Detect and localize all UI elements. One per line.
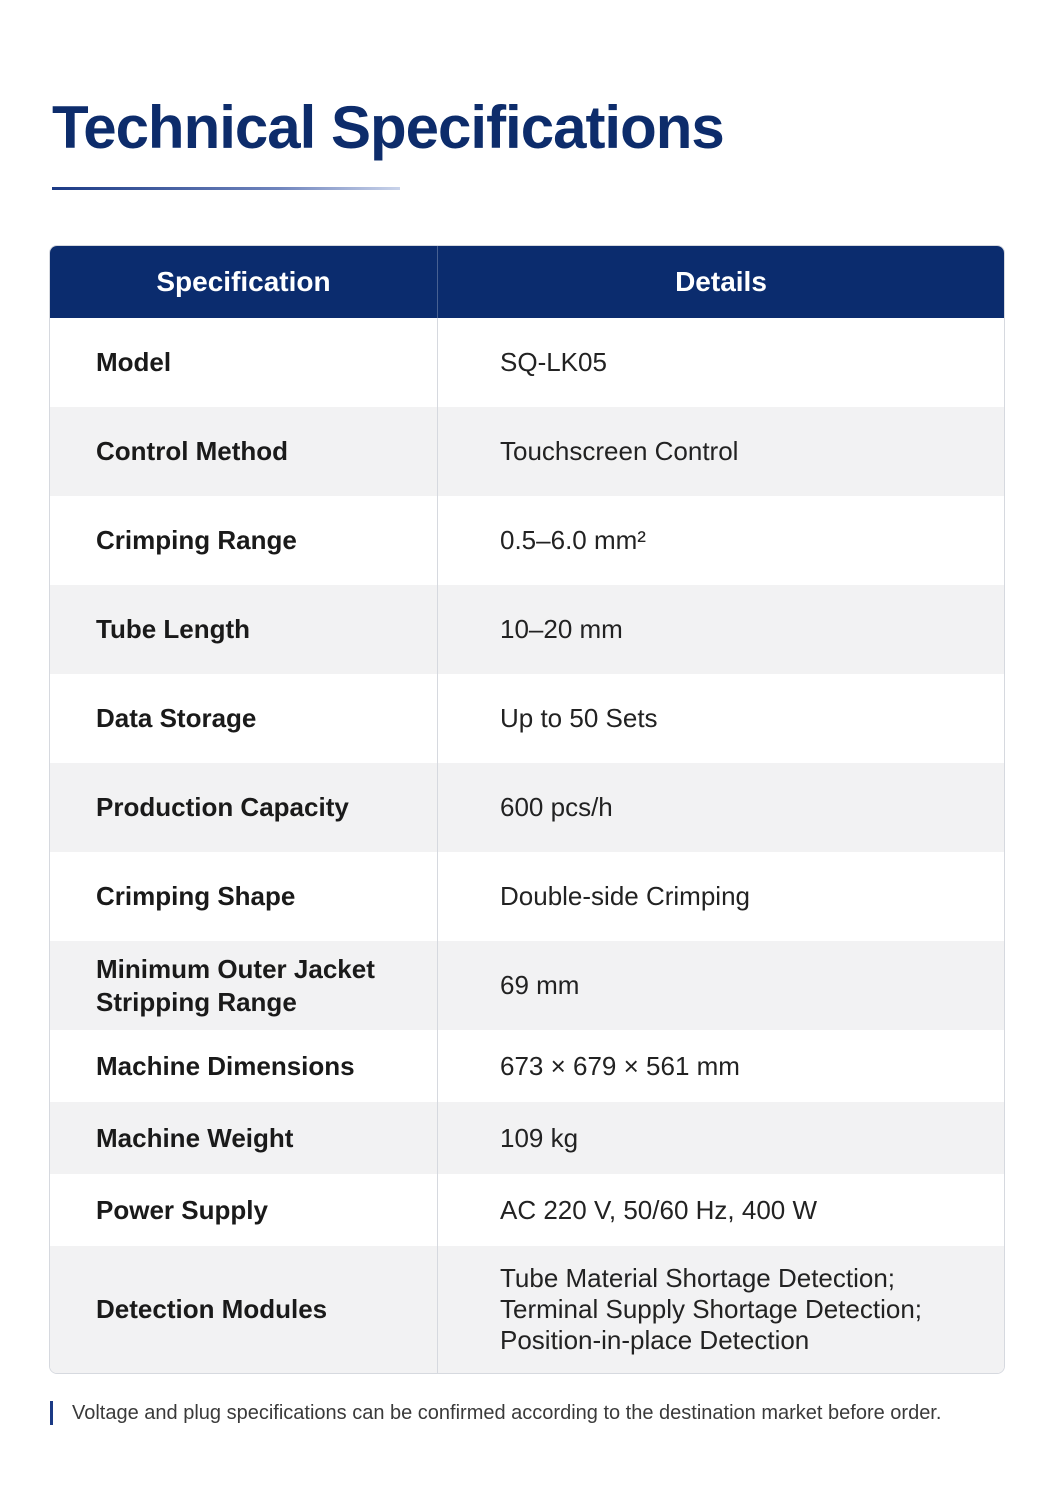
spec-label: Tube Length xyxy=(50,585,438,674)
table-row xyxy=(50,1174,1004,1246)
spec-value: Double-side Crimping xyxy=(500,881,750,911)
table-row xyxy=(50,585,1004,674)
column-header-specification: Specification xyxy=(50,246,438,318)
spec-value-line: Position-in-place Detection xyxy=(500,1325,810,1355)
spec-label-line: Minimum Outer Jacket xyxy=(96,953,375,984)
spec-table xyxy=(49,245,1005,1374)
spec-value: SQ-LK05 xyxy=(500,347,607,377)
table-row xyxy=(50,941,1004,1030)
footnote-text: Voltage and plug specifications can be confirmed according to the destination market before order. xyxy=(72,1402,942,1424)
title-underline xyxy=(52,187,400,190)
table-row xyxy=(50,318,1004,407)
footnote-accent-bar xyxy=(50,1401,53,1425)
spec-value-line: Terminal Supply Shortage Detection; xyxy=(500,1294,923,1324)
spec-label: Production Capacity xyxy=(50,763,438,852)
table-row xyxy=(50,1030,1004,1102)
spec-label: Model xyxy=(50,318,438,407)
spec-value xyxy=(438,1246,1004,1373)
table-row xyxy=(50,496,1004,585)
spec-value: Up to 50 Sets xyxy=(500,703,658,733)
spec-value: AC 220 V, 50/60 Hz, 400 W xyxy=(500,1194,818,1225)
table-row xyxy=(50,1102,1004,1174)
spec-label: Crimping Range xyxy=(50,496,438,585)
spec-value-line: Tube Material Shortage Detection; xyxy=(500,1263,896,1293)
spec-value: 0.5–6.0 mm² xyxy=(500,525,646,555)
spec-label: Machine Dimensions xyxy=(50,1030,438,1102)
page-title: Technical Specifications xyxy=(52,94,724,161)
spec-value: 600 pcs/h xyxy=(500,792,613,822)
spec-label: Machine Weight xyxy=(50,1102,438,1174)
spec-label: Data Storage xyxy=(50,674,438,763)
spec-label: Crimping Shape xyxy=(50,852,438,941)
spec-label: Power Supply xyxy=(50,1174,438,1246)
spec-value: 673 × 679 × 561 mm xyxy=(500,1050,740,1081)
table-row xyxy=(50,674,1004,763)
spec-label-line: Stripping Range xyxy=(96,986,297,1017)
spec-label: Control Method xyxy=(50,407,438,496)
spec-label xyxy=(50,941,438,1030)
spec-value: 109 kg xyxy=(500,1122,579,1153)
column-header-details: Details xyxy=(675,266,767,297)
spec-value: 69 mm xyxy=(500,970,580,1000)
table-row xyxy=(50,407,1004,496)
table-row xyxy=(50,763,1004,852)
spec-value: 10–20 mm xyxy=(500,614,623,644)
table-row xyxy=(50,1246,1004,1373)
spec-label: Detection Modules xyxy=(50,1246,438,1373)
footnote xyxy=(50,1400,941,1426)
table-header-row xyxy=(50,246,1004,318)
table-row xyxy=(50,852,1004,941)
spec-value: Touchscreen Control xyxy=(500,436,739,466)
